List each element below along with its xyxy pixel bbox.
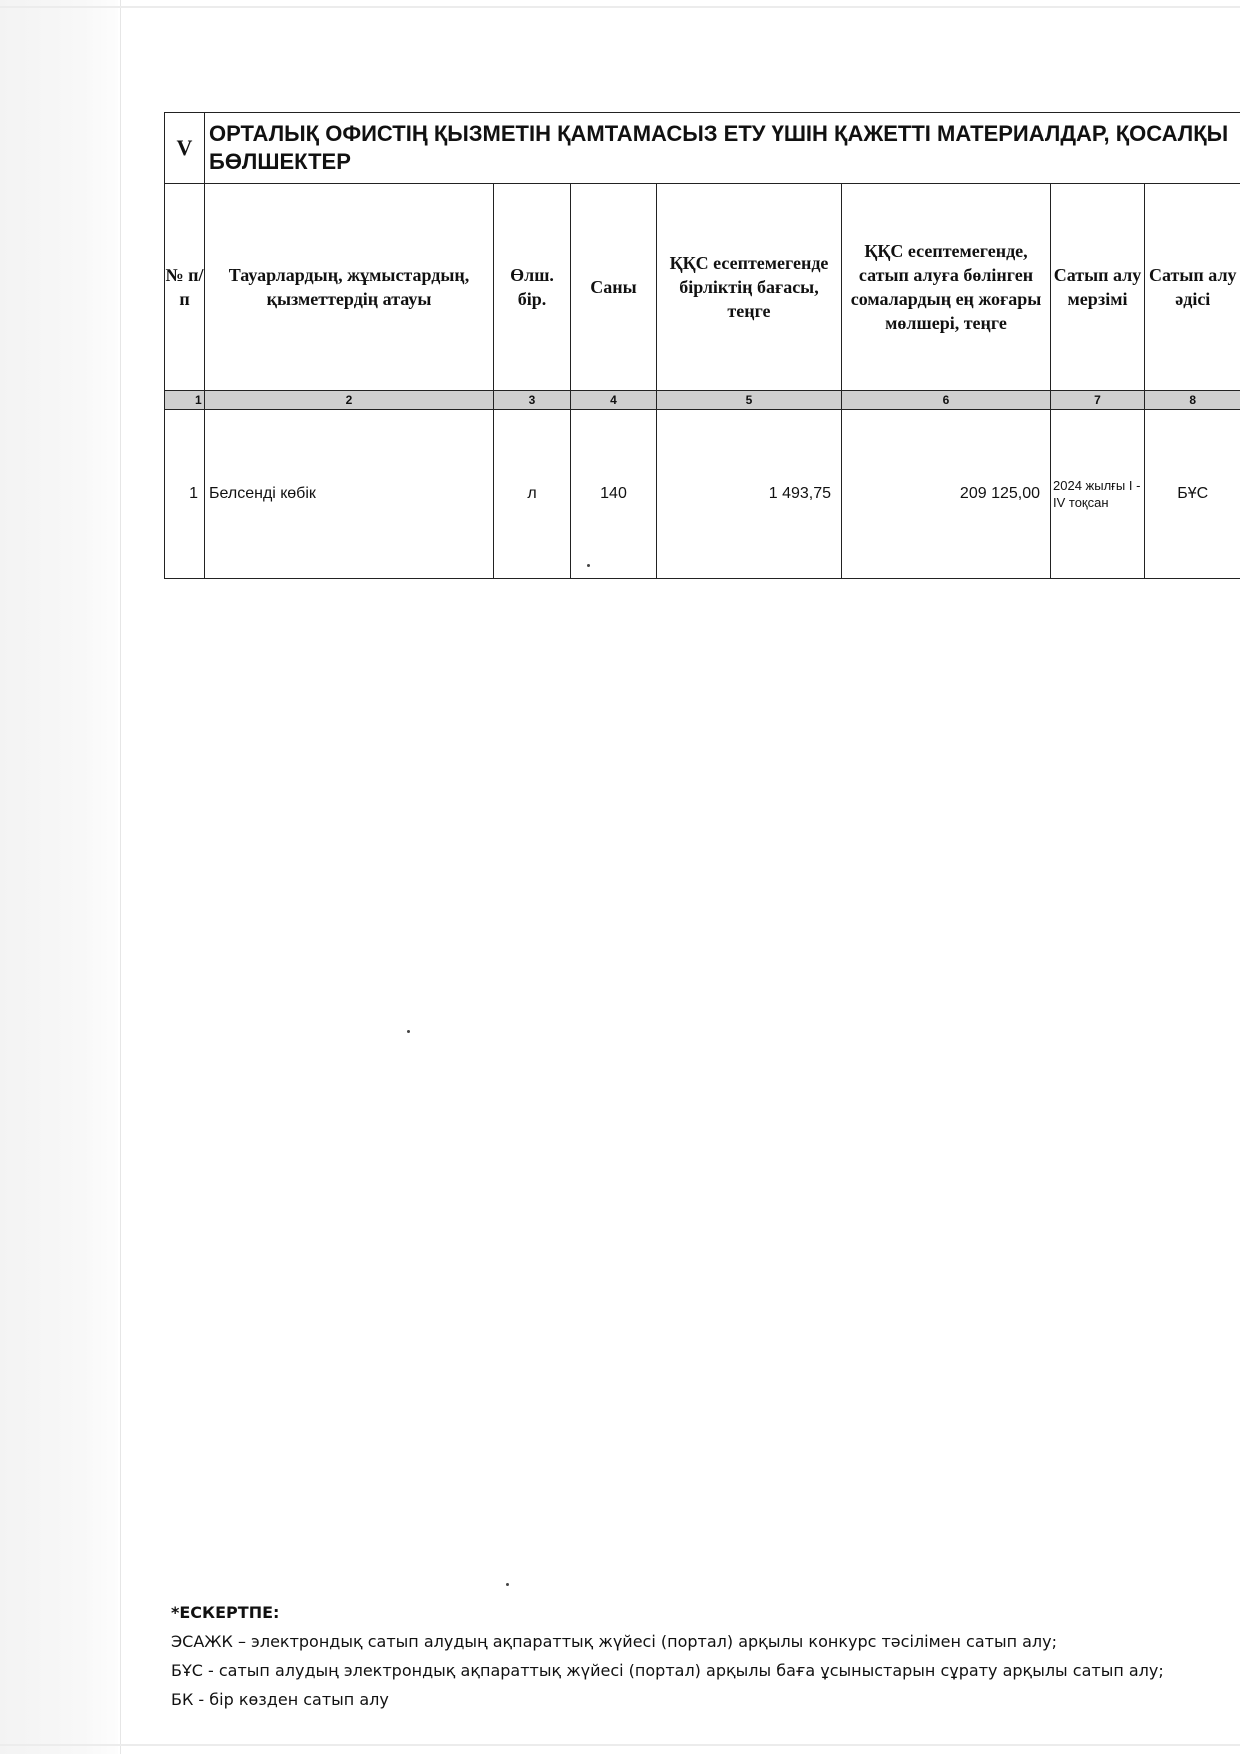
column-number: 7	[1051, 391, 1145, 410]
cell-unit: л	[494, 410, 571, 579]
cell-period: 2024 жылғы I - IV тоқсан	[1051, 410, 1145, 579]
scan-bottom-edge	[0, 1744, 1240, 1746]
column-header-row	[165, 184, 1240, 391]
cell-method: БҰС	[1145, 410, 1240, 579]
column-number: 4	[571, 391, 657, 410]
table-row	[165, 410, 1240, 579]
header-unit-price: ҚҚС есептемегенде бірліктің бағасы, теңге	[657, 184, 842, 391]
header-quantity: Саны	[571, 184, 657, 391]
scan-speck	[587, 564, 590, 567]
header-method: Сатып алу әдісі	[1145, 184, 1240, 391]
column-number-row	[165, 391, 1240, 410]
procurement-table	[164, 112, 1240, 579]
header-unit: Өлш. бір.	[494, 184, 571, 391]
column-number: 3	[494, 391, 571, 410]
scan-margin	[0, 0, 118, 1754]
scan-top-edge	[0, 6, 1240, 8]
section-header-row	[165, 113, 1240, 184]
column-number: 2	[205, 391, 494, 410]
header-period: Сатып алу мерзімі	[1051, 184, 1145, 391]
column-number: 5	[657, 391, 842, 410]
section-number: V	[165, 113, 205, 184]
header-max-amount: ҚҚС есептемегенде, сатып алуға бөлінген сомалардың ең жоғары мөлшері, теңге	[842, 184, 1051, 391]
scan-speck	[407, 1030, 410, 1033]
scan-speck	[506, 1583, 509, 1586]
column-number: 8	[1145, 391, 1240, 410]
footnote-line-bus-bk: БҰС - сатып алудың электрондық ақпараттық жүйесі (портал) арқылы баға ұсыныстарын сұрату арқылы сатып алу; БК - бір көзден сатып алу	[171, 1661, 1164, 1709]
column-number: 6	[842, 391, 1051, 410]
column-number: 1	[165, 391, 205, 410]
cell-max-amount: 209 125,00	[842, 410, 1051, 579]
cell-quantity: 140	[571, 410, 657, 579]
header-item-name: Тауарлардың, жұмыстардың, қызметтердің атауы	[205, 184, 494, 391]
header-row-number: № п/п	[165, 184, 205, 391]
footnote	[171, 1598, 1181, 1714]
cell-unit-price: 1 493,75	[657, 410, 842, 579]
section-title: ОРТАЛЫҚ ОФИСТІҢ ҚЫЗМЕТІН ҚАМТАМАСЫЗ ЕТУ ҮШІН ҚАЖЕТТІ МАТЕРИАЛДАР, ҚОСАЛҚЫ БӨЛШЕКТЕР	[205, 113, 1240, 184]
footnote-heading: *ЕСКЕРТПЕ:	[171, 1603, 280, 1622]
footnote-line-esazhk: ЭСАЖК – электрондық сатып алудың ақпараттық жүйесі (портал) арқылы конкурс тәсілімен сатып алу;	[171, 1632, 1058, 1651]
cell-row-number: 1	[165, 410, 205, 579]
scan-fold-line	[120, 0, 121, 1754]
cell-item-name: Белсенді көбік	[205, 410, 494, 579]
